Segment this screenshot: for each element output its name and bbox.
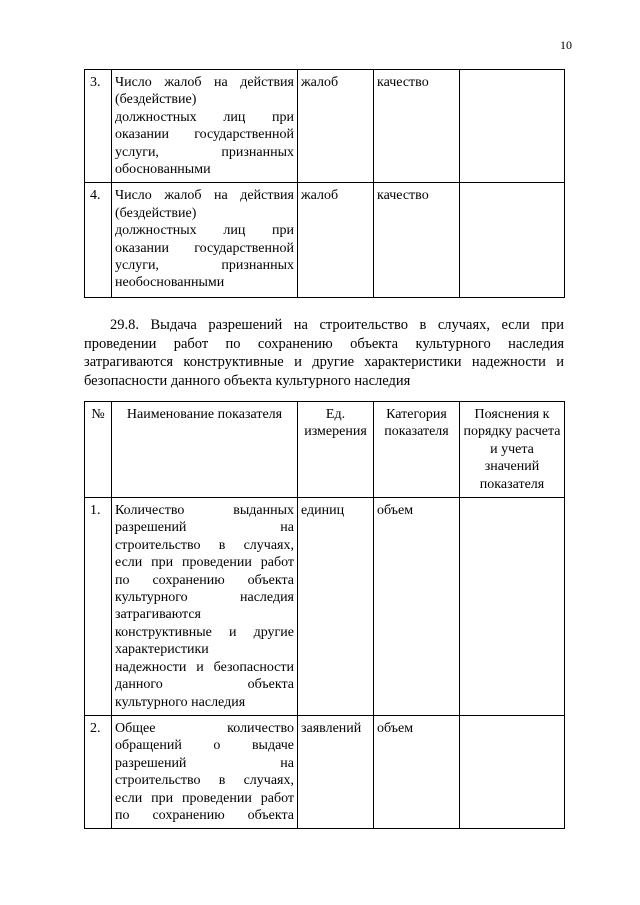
page-number: 10 xyxy=(560,38,572,52)
row-number: 1. xyxy=(85,498,112,716)
indicator-unit: единиц xyxy=(298,498,374,716)
indicator-note xyxy=(460,70,565,183)
row-number: 2. xyxy=(85,716,112,829)
row-number: 4. xyxy=(85,183,112,298)
indicator-note xyxy=(460,498,565,716)
indicator-name: Число жалоб на действия (бездействие) должностных лиц при оказании государственной услуги, признанных необоснованными xyxy=(112,183,298,298)
table-row xyxy=(85,498,565,716)
indicator-category: объем xyxy=(374,716,460,829)
indicator-name: Общее количество обращений о выдаче разрешений на строительство в случаях, если при проведении работ по сохранению объекта xyxy=(112,716,298,829)
header-unit: Ед. измерения xyxy=(298,402,374,498)
indicator-unit: заявлений xyxy=(298,716,374,829)
table-row xyxy=(85,183,565,298)
indicator-category: качество xyxy=(374,183,460,298)
indicator-unit: жалоб xyxy=(298,183,374,298)
indicators-table-continued xyxy=(84,69,565,298)
indicator-unit: жалоб xyxy=(298,70,374,183)
table-header-row xyxy=(85,402,565,498)
indicators-table xyxy=(84,401,565,829)
indicator-name: Количество выданных разрешений на строительство в случаях, если при проведении работ по сохранению объекта культурного наследия затрагиваются конструктивные и другие характеристики надежности и безопасности данного объекта культурного наследия xyxy=(112,498,298,716)
indicator-note xyxy=(460,716,565,829)
header-category: Категория показателя xyxy=(374,402,460,498)
indicator-category: объем xyxy=(374,498,460,716)
indicator-name: Число жалоб на действия (бездействие) должностных лиц при оказании государственной услуги, признанных обоснованными xyxy=(112,70,298,183)
section-heading: 29.8. Выдача разрешений на строительство в случаях, если при проведении работ по сохранению объекта культурного наследия затрагиваются конструктивные и другие характеристики надежности и безопасности данного объекта культурного наследия xyxy=(84,317,564,389)
table-row xyxy=(85,70,565,183)
row-number: 3. xyxy=(85,70,112,183)
header-name: Наименование показателя xyxy=(112,402,298,498)
indicator-category: качество xyxy=(374,70,460,183)
table-row xyxy=(85,716,565,829)
indicator-note xyxy=(460,183,565,298)
header-number: № xyxy=(85,402,112,498)
header-note: Пояснения к порядку расчета и учета значений показателя xyxy=(460,402,565,498)
